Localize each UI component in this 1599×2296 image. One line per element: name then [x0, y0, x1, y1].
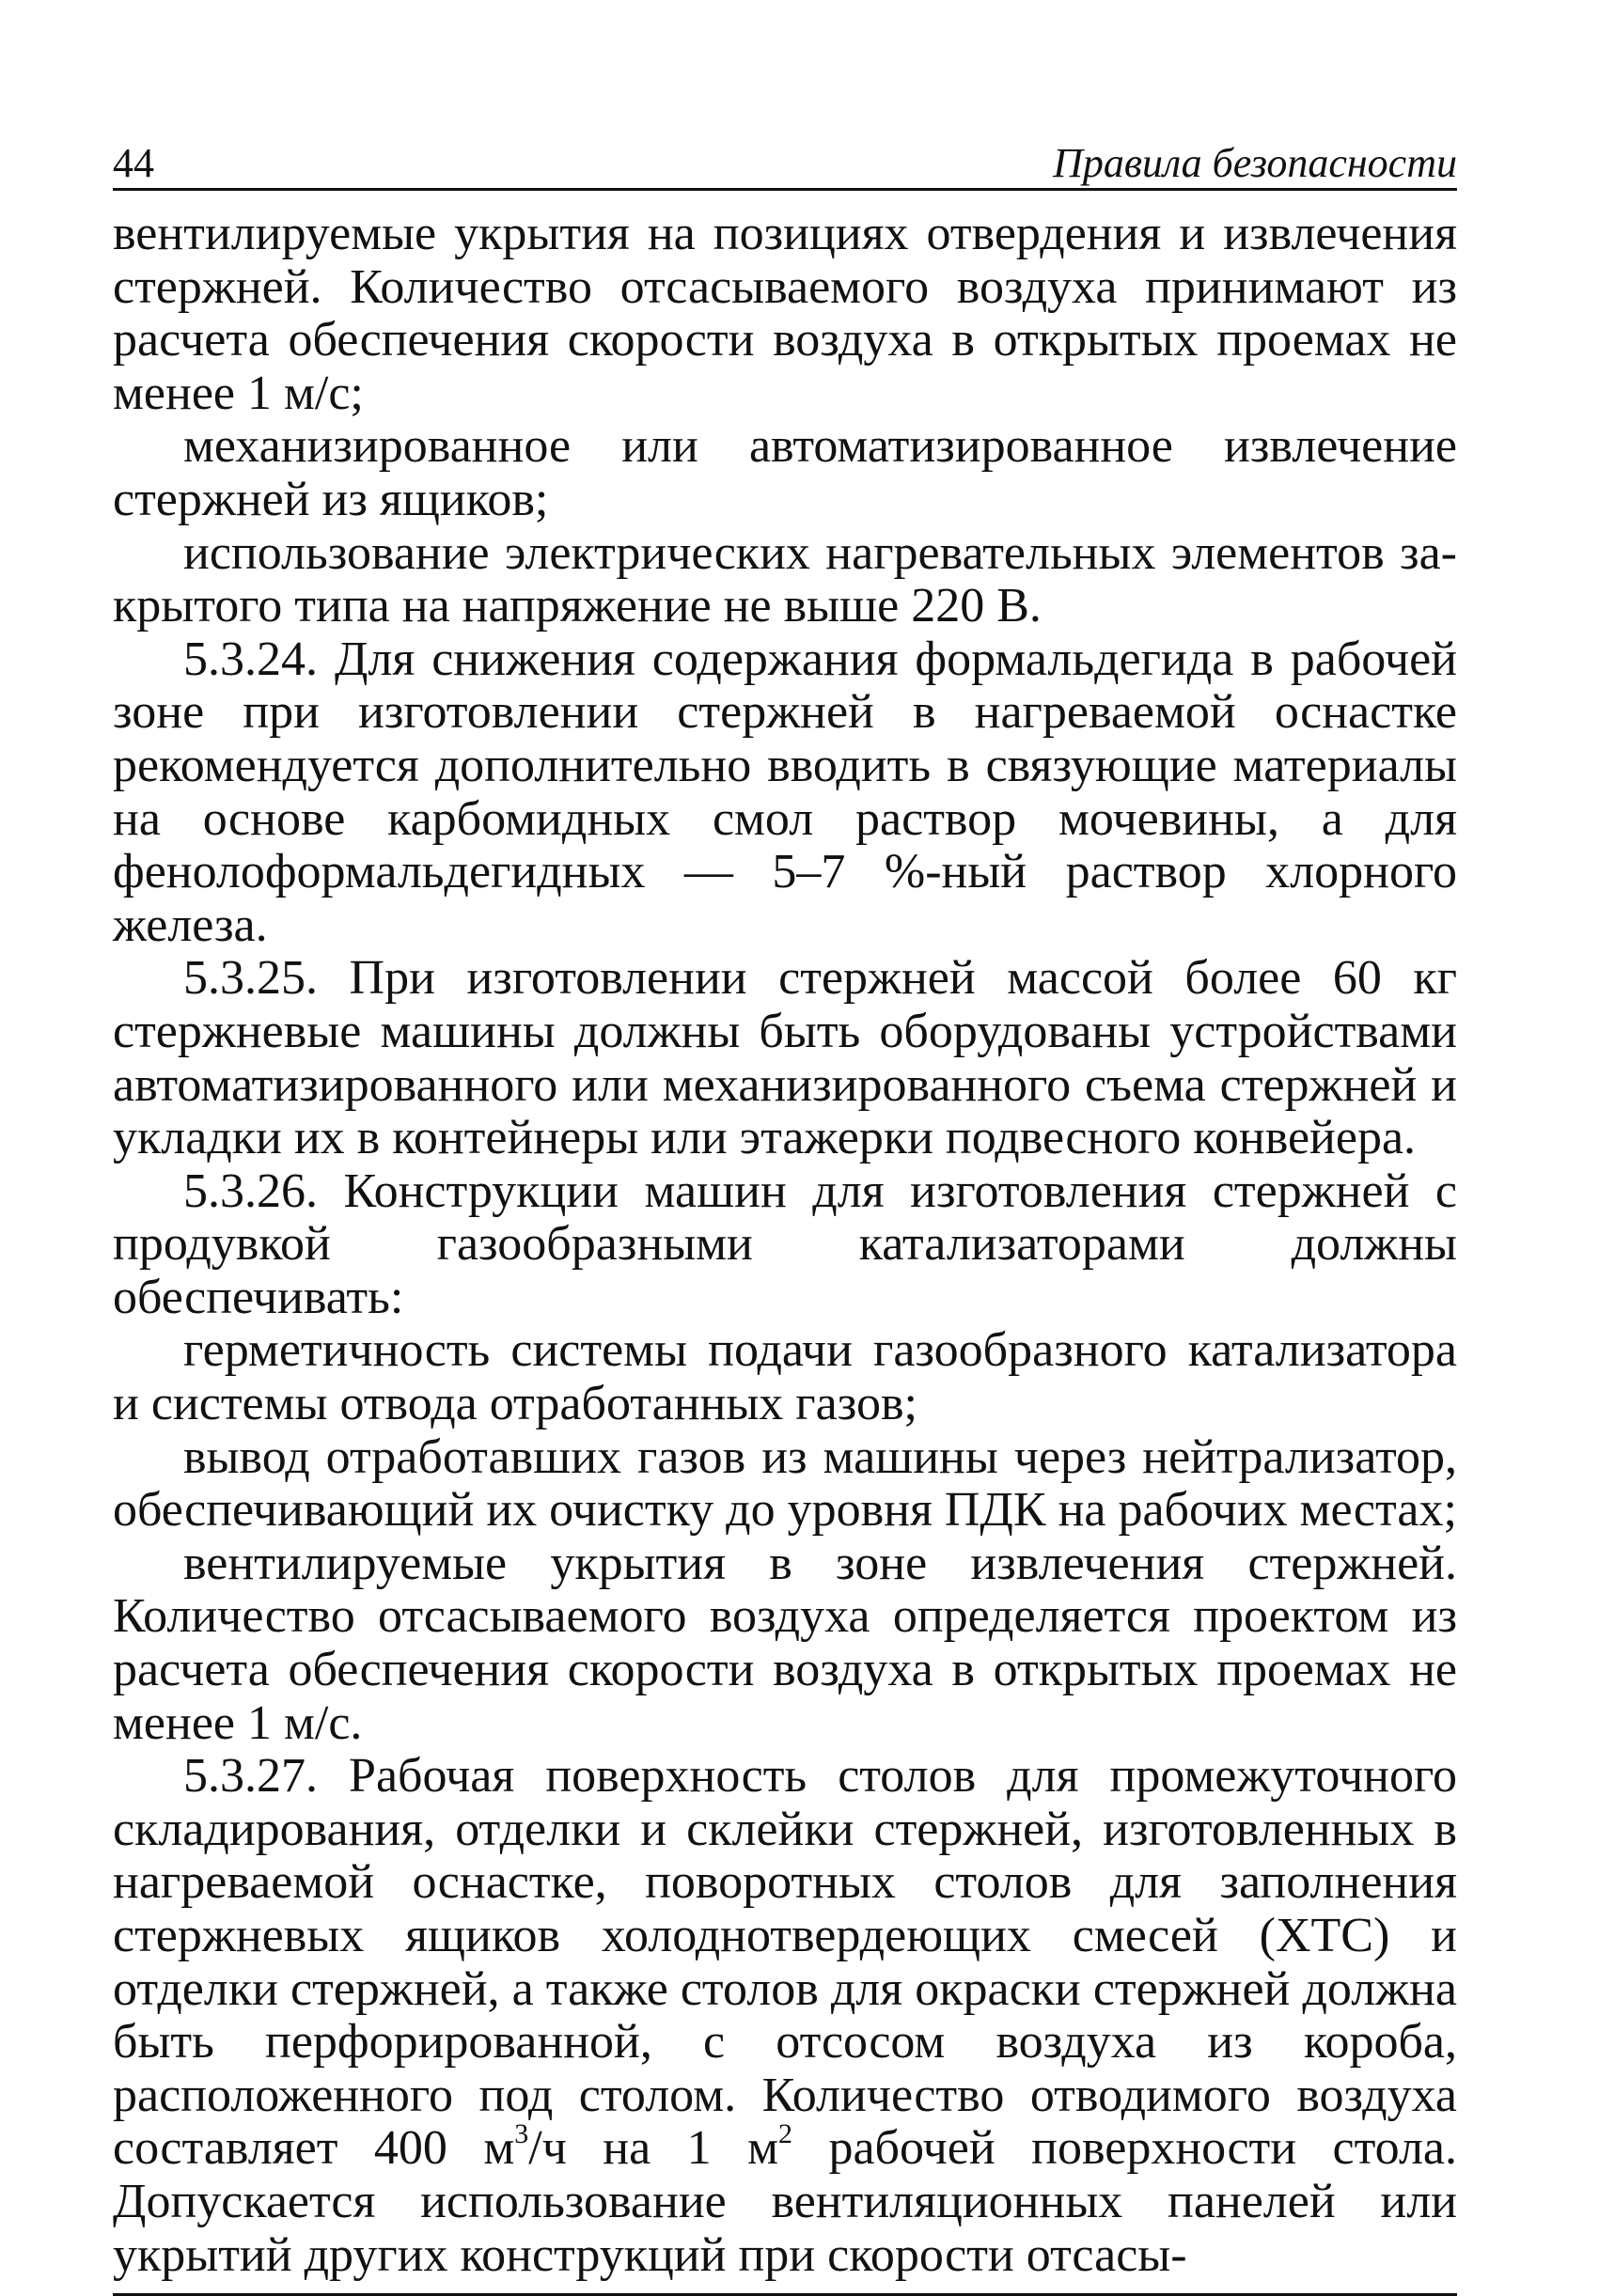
paragraph: 5.3.26. Конструкции машин для изготовления стержней с продувкой газообразными катализаторами должны обеспечивать: [113, 1164, 1457, 1324]
page-number: 44 [113, 140, 154, 186]
body-text [113, 208, 1457, 2282]
paragraph-text: рабочей поверхности стола. Допускается использование вентиляционных панелей или укрытий других конструкций при скорости отсасы- [113, 2121, 1457, 2282]
page-content [113, 132, 1457, 2296]
paragraph: вентилируемые укрытия на позициях отвердения и извлечения стержней. Количество отсасываемого воздуха принимают из расчета обеспечения скорости воздуха в открытых проемах не менее 1 м/с; [113, 207, 1457, 420]
paragraph: 5.3.25. При изготовлении стержней массой более 60 кг стержневые машины должны быть оборудованы устройствами автоматизированного или механизированного съема стержней и укладки их в контейнеры или этажерки подвесного конвейера. [113, 951, 1457, 1165]
page-header [113, 132, 1457, 191]
paragraph: использование электрических нагревательных элементов закрытого типа на напряжение не выше 220 В. [113, 525, 1457, 633]
paragraph-5-3-27 [113, 1750, 1457, 2282]
paragraph: вывод отработавших газов из машины через нейтрализатор, обеспечивающий их очистку до уровня ПДК на рабочих местах; [113, 1429, 1457, 1538]
paragraph: герметичность системы подачи газообразного катализатора и системы отвода отработанных газов; [113, 1323, 1457, 1431]
paragraph: механизированное или автоматизированное извлечение стержней из ящиков; [113, 419, 1457, 526]
paragraph-text: 5.3.27. Рабочая поверхность столов для промежуточного складирования, отделки и склейки стержней, изготовленных в нагреваемой оснастке, поворотных столов для заполнения стержневых ящиков холоднотвердеющих смесей (ХТС) и отделки стержней, а также столов для окраски стержней должна быть перфорированной, с отсосом воздуха из короба, расположенного под столом. Количество отводимого воздуха составляет 400 м [113, 1749, 1457, 2176]
superscript: 2 [778, 2118, 793, 2150]
paragraph: вентилируемые укрытия в зоне извлечения стержней. Количество отсасываемого воздуха определяется проектом из расчета обеспечения скорости воздуха в открытых проемах не менее 1 м/с. [113, 1536, 1457, 1750]
paragraph: 5.3.24. Для снижения содержания формальдегида в рабочей зоне при изготовлении стержней в нагреваемой оснастке рекомендуется дополнительно вводить в связующие материалы на основе карбомидных смол раствор мочевины, а для фенолоформальдегидных — 5–7 %-ный раствор хлорного железа. [113, 632, 1457, 952]
superscript: 3 [514, 2118, 529, 2150]
running-title: Правила безопасности [1053, 140, 1457, 186]
paragraph-text: /ч на 1 м [528, 2121, 779, 2176]
